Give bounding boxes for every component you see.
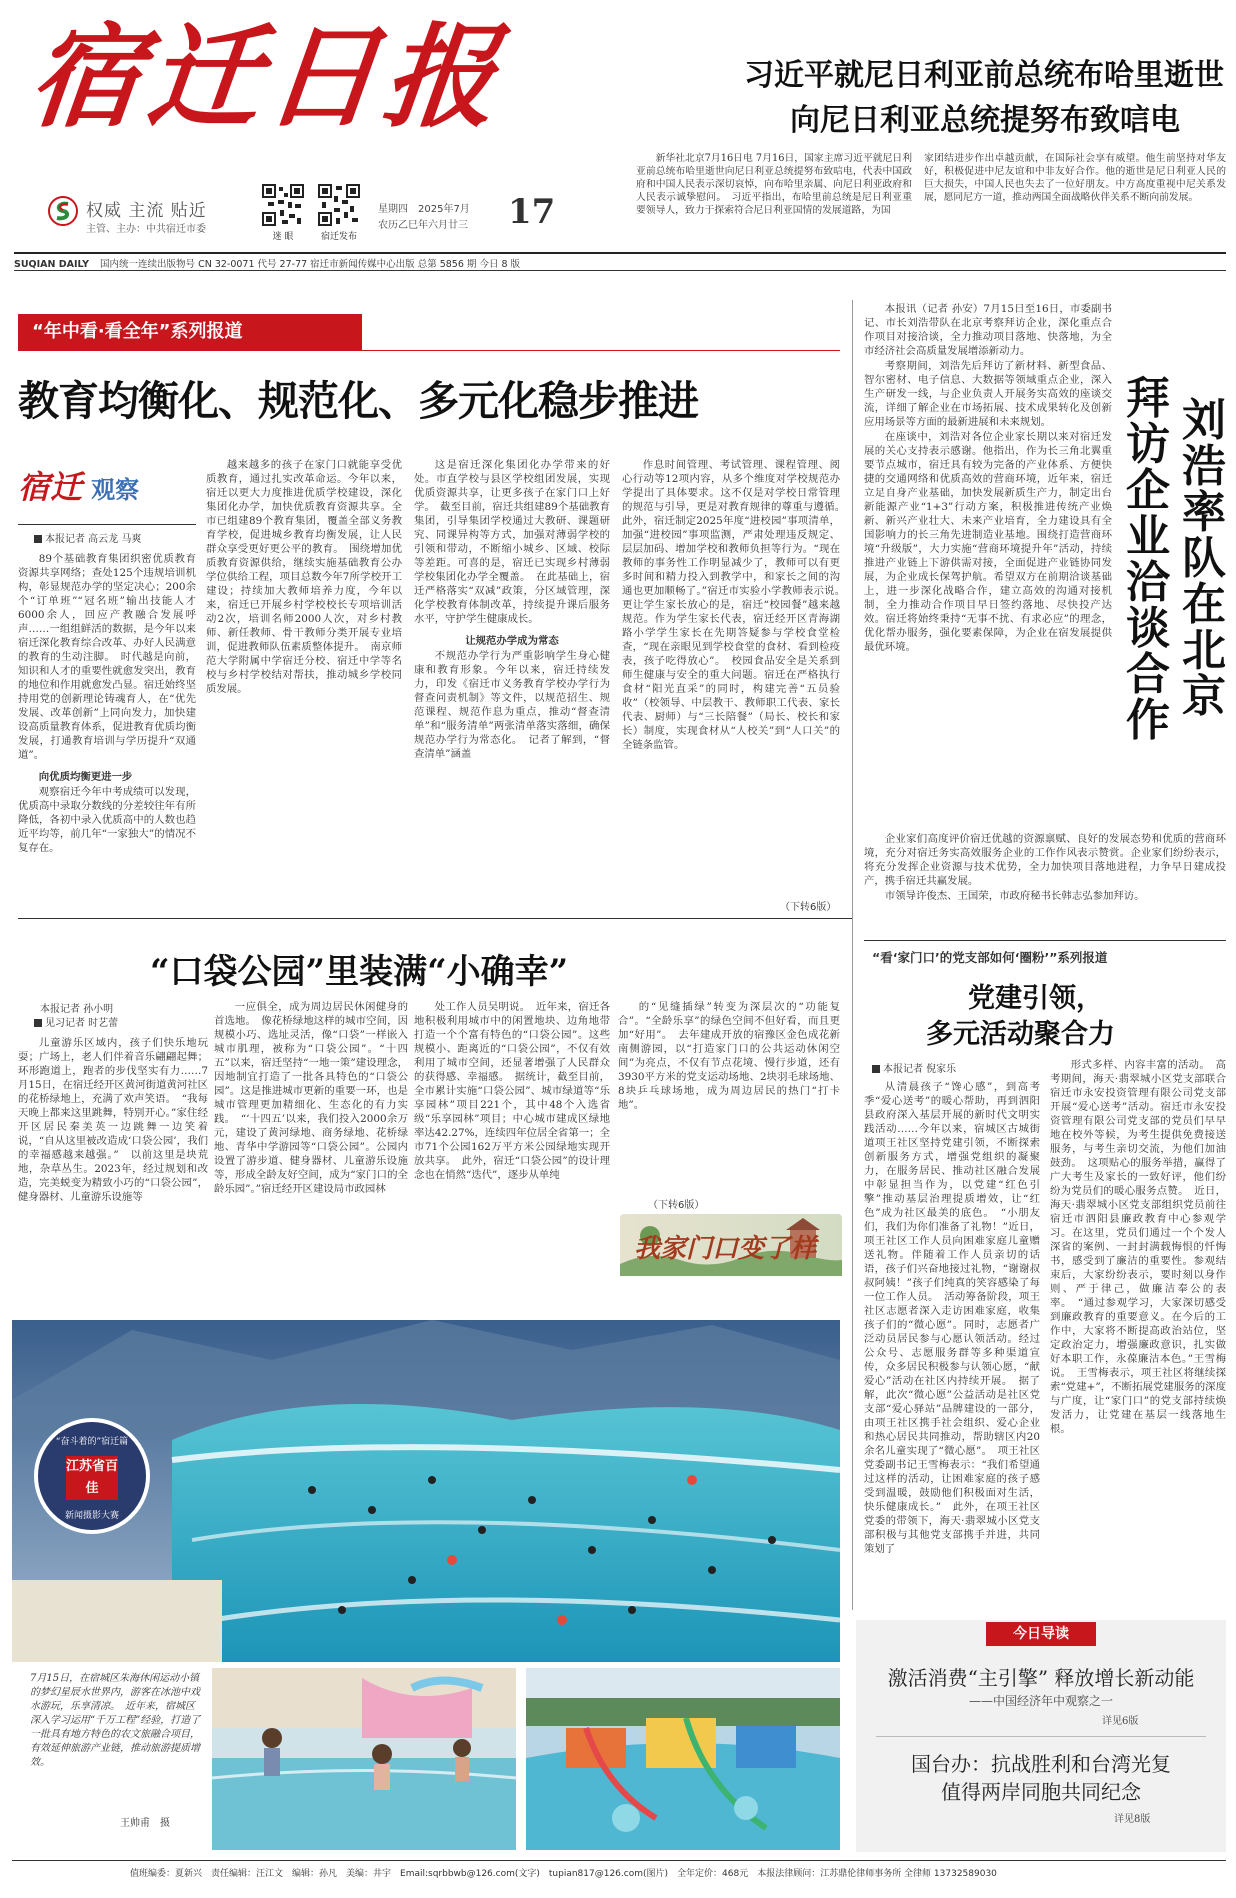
edu-byline-text: 本报记者 高云龙 马爽 (45, 534, 142, 545)
qr-code-1 (262, 184, 304, 226)
edu-col-3 (414, 458, 610, 900)
byline-mark-icon (34, 535, 42, 543)
edu-col-1-para-b: 观察宿迁今年中考成绩可以发现，优质高中录取分数线的分差较往年有所降低，各初中录入优质高中的人数也趋近平均等，前几年“一家独大”的情况不复存在。 (18, 786, 196, 854)
qr-icon (262, 184, 304, 226)
today-guide (856, 1620, 1226, 1852)
visit-para-3: 在座谈中，刘浩对各位企业家长期以来对宿迁发展的关心支持表示感谢。他指出，作为长三角北翼重要节点城市，宿迁具有较为完备的产业体系、方便快捷的交通网络和优质高效的营商环境，近年来，宿迁立足自身产业基础，加快发展新质生产力，制定出台新能源产业“1+3”行动方案，积极推进传统产业焕新、新兴产业壮大、未来产业培育，全力建设具有全国影响力的长三角先进制造业基地。围绕打造营商环境“升级版”，大力实施“营商环境提升年”活动，持续推进产业链上下游供需对接，全面促进产业链协同发展，为企业成长保驾护航。希望双方在前期洽谈基础上，进一步深化战略合作，建立高效的沟通对接机制，全力推动合作项目早日签约落地、尽快投产达效。宿迁将始终秉持“无事不扰、有求必应”的理念，优化帮办服务，强化要素保障，为企业在宿发展提供最优环境。 (864, 431, 1112, 653)
park-col-2-para: 一应俱全，成为周边居民休闲健身的首选地。 像花桥绿地这样的城市空间，因规模小巧、选址灵活，像“口袋”一样嵌入城市肌理，被称为“口袋公园”。“十四五”以来，宿迁坚持“一地一策”建设理念，因地制宜打造了一批各具特色的“口袋公园”。这是推进城市更新的重要一环，也是城市管理更加精细化、生态化的有力实践。 “‘十四五’以来，我们投入2000余万元，建设了黄河绿地、商务绿地、花桥绿地、青华中学游园等“口袋公园”。公园内设置了游步道、健身器材、儿童游乐设施等，形成全龄友好空间，成为“家门口的全龄乐园”。”宿迁经开区建设局市政园林 (214, 1001, 408, 1195)
visit-para-5: 市领导许俊杰、王国荣，市政府秘书长韩志弘参加拜访。 (884, 890, 1145, 902)
party-headline-1: 党建引领， (968, 983, 1103, 1014)
edu-col-3-subhead: 让规范办学成为常态 (465, 635, 559, 647)
park-logo-text: 我家门口变了样 (634, 1234, 817, 1264)
edu-col-1 (18, 552, 196, 902)
badge-bottom-text: 新闻摄影大赛 (64, 1511, 119, 1521)
edu-logo-sub: 观察 (91, 475, 140, 504)
badge-top-text: “奋斗着的”宿迁篇 (55, 1437, 129, 1447)
party-col-2-para: 形式多样、内容丰富的活动。 高考期间，海天·翡翠城小区党支部联合宿迁市永安投资管理有限公司党支部开展“爱心送考”活动。宿迁市永安投资管理有限公司党支部的党员们早早地在校外等候，为考生提供免费接送服务，与考生亲切交流，为他们加油鼓劲。 这项贴心的服务举措，赢得了广大考生及家长的一致好评，他们纷纷为党员们的暖心服务点赞。 近日，海天·翡翠城小区党支部组织党员前往宿迁市泗阳县廉政教育中心参观学习。在这里，党员们通过一个个发人深省的案例、一封封满载悔恨的忏悔书，感受到了廉洁的重要性。参观结束后，大家纷纷表示，要时刻以身作则、严于律己，做廉洁奉公的表率。 “通过参观学习，大家深切感受到廉政教育的重要意义。在今后的工作中，大家将不断提高政治站位，坚定政治定力，增强廉政意识，扎实做好本职工作，永葆廉洁本色。”王雪梅说。 王雪梅表示，项王社区将继续探索“党建+”，不断拓展党建服务的深度与广度，让“家门口”的党支部持续焕发活力，让党建在基层一线落地生根。 (1050, 1059, 1226, 1435)
logo-rule (18, 524, 196, 525)
photo-children-playing (212, 1668, 516, 1850)
park-col-1-para: 儿童游乐区域内，孩子们快乐地玩耍；广场上，老人们伴着音乐翩翩起舞；环形跑道上，跑者的步伐坚实有力……7月15日，在宿迁经开区黄河街道黄河社区的花桥绿地上，充满了欢声笑语。 “我每天晚上都来这里跳舞，特别开心。”家住经开区居民秦美英一边跳舞一边笑着说，“自从这里被改造成‘口袋公园’，我们的幸福感越来越强。” 以前这里是块荒地，杂草丛生。2023年，经过规划和改造，完美蜕变为精致小巧的“口袋公园”，健身器材、儿童游乐设施等 (18, 1037, 208, 1203)
series-banner-text: “年中看·看全年”系列报道 (32, 321, 243, 342)
section-rule (18, 918, 852, 919)
lead-headline-2: 向尼日利亚总统提努布致唁电 (790, 103, 1180, 138)
visit-para-2: 考察期间，刘浩先后拜访了新材料、新型食品、智尔密材、电子信息、大数据等领域重点企业，深入生产研发一线，与企业负责人开展务实高效的座谈交流，详细了解企业在市场拓展、技术成果转化及创新应用场景等方面的最新进展和未来规划。 (864, 360, 1112, 428)
guide-divider (876, 1736, 1206, 1737)
party-series: “看‘家门口’的党支部如何‘圈粉’”系列报道 (872, 950, 1108, 965)
edu-col-4-para: 作息时间管理、考试管理、课程管理、阅心行动等12项内容，从多个维度对学校规范办学提出了具体要求。这不仅是对学校日常管理的规范与引导，更是对教育规律的尊重与遵循。 此外，宿迁制定2025年度“进校园”事项清单，加强“进校园”事项监测，严肃处理违反规定、层层加码、增加学校和教师负担等行为。“现在教师的事务性工作明显减少了，教师可以有更多时间和精力投入到教学中，和家长之间的沟通也更加顺畅了。”宿迁市实验小学教师表示说。 更让学生家长放心的是，宿迁“校园餐”越来越规范。作为学生家长代表，宿迁经开区青海湖路小学学生家长在先期答疑参与学校食堂检查，“现在亲眼见到学校食堂的食材、看到检疫表，孩子吃得放心”。 校园食品安全是关系到师生健康与安全的重大问题。宿迁在严格执行食材“阳光直采”的同时，构建完善“五员验收”（校领导、中层教干、教师职工代表、家长代表、厨师）与“三长陪餐”（局长、校长和家长）制度，实现食材从“人校关”到“人口关”的全链条监管。 (622, 459, 851, 751)
park-col-3 (414, 1000, 610, 1298)
byline-mark-icon (872, 1065, 880, 1073)
guide-item-2-title-2: 值得两岸同胞共同纪念 (941, 1780, 1141, 1804)
visit-headline-line-2: 拜访企业洽谈合作 (1126, 373, 1170, 746)
guide-item-1-sub: ——中国经济年中观察之一 (968, 1694, 1113, 1708)
guide-item-2-title-1-text: 国台办：抗战胜利和台湾光复 (911, 1752, 1171, 1776)
party-byline (872, 1060, 956, 1075)
photo-credit: 王帅甫 摄 (120, 1818, 170, 1829)
qr-label-2: 宿迁发布 (320, 232, 357, 242)
column-divider (852, 300, 853, 1610)
park-col-1 (18, 1036, 208, 1298)
visit-para-1: 本报讯（记者 孙安）7月15日至16日，市委副书记、市长刘浩带队在北京考察拜访企业，深化重点合作项目对接洽谈，全力推动项目落地、快落地，为全市经济社会高质量发展增添新动力。 (864, 303, 1112, 357)
visit-para-4: 企业家们高度评价宿迁优越的资源禀赋、良好的发展态势和优质的营商环境，充分对宿迁务实高效服务企业的工作作风表示赞赏。企业家们纷纷表示，将充分发挥企业资源与技术优势，全力加快项目落地进程，力争早日建成投产，携手宿迁共赢发展。 (864, 833, 1226, 887)
visit-body (864, 302, 1112, 832)
byline-mark-icon (34, 1019, 42, 1027)
qr-label-1: 迷 眼 (272, 232, 294, 242)
photo-caption (30, 1672, 204, 1804)
park-col-2 (214, 1000, 408, 1298)
edu-col-3-para-b: 不规范办学行为严重影响学生身心健康和教育形象。今年以来，宿迁持续发力，印发《宿迁市义务教育学校办学行为督查问责机制》等文件，以规范招生、规范课程、规范作息为重点，推动“督查清单”和“服务清单”两张清单落实落细，确保规范办学行为常态化。 记者了解到，“督查清单”涵盖 (414, 650, 610, 760)
children-playing-illustration (212, 1668, 516, 1850)
masthead-rule (14, 252, 1226, 254)
pub-rule (14, 270, 1226, 271)
guide-item-2-title-1[interactable] (856, 1748, 1226, 1777)
edu-byline (34, 530, 141, 545)
edu-headline: 教育均衡化、规范化、多元化稳步推进 (18, 377, 698, 425)
guide-item-2-page-text: 详见8版 (1114, 1814, 1151, 1825)
party-col-1 (864, 1080, 1040, 1606)
lead-body-left: 新华社北京7月16日电 7月16日，国家主席习近平就尼日利亚前总统布哈里逝世向尼日利亚总统提努布致唁电，代表中国政府和中国人民表示深切哀悼，向布哈里亲属、向尼日利亚政府和人民表示诚挚慰问。 习近平指出，布哈里前总统是尼日利亚重要领导人，致力于探索符合尼日利亚国情的发展道路，为国 (636, 153, 912, 216)
paper-title: 宿迁日报 (23, 12, 509, 143)
day-number: 17 (508, 192, 556, 232)
edu-col-3-para: 这是宿迁深化集团化办学带来的好处。市直学校与县区学校组团发展，实现优质资源共享，让更多孩子在家门口上好学。 截至目前，宿迁共组建89个基础教育集团，引导集团学校通过大教研、课题研究、同课异构等方式，加强对薄弱学校的引领和带动，不断缩小城乡、区域、校际等差距。可喜的是，宿迁已实现乡村薄弱学校集团化办学全覆盖。 在此基础上，宿迁严格落实“双减”政策，分区域管理，深化学校教育体制改革，持续提升课后服务水平，守护学生健康成长。 (414, 459, 610, 625)
edu-logo (18, 462, 178, 512)
guide-header-text: 今日导读 (1013, 1626, 1069, 1642)
guide-item-2-page[interactable] (1114, 1810, 1150, 1825)
guide-item-1-page[interactable] (1102, 1712, 1138, 1727)
edu-col-2 (206, 458, 402, 900)
qr-icon (318, 184, 360, 226)
visit-body-bottom (864, 832, 1226, 932)
guide-item-1-title-text: 激活消费“主引擎” 释放增长新动能 (887, 1666, 1195, 1690)
banner-rule (18, 350, 840, 351)
water-park-aerial-illustration (526, 1668, 840, 1850)
park-headline: “口袋公园”里装满“小确幸” (150, 952, 569, 992)
photo-contest-badge (34, 1418, 150, 1534)
guide-item-1-title[interactable] (856, 1662, 1226, 1691)
pub-line (14, 256, 1226, 270)
party-col-2 (1050, 1058, 1226, 1608)
edu-col-4 (622, 458, 851, 900)
edu-continued: （下转6版） (780, 902, 837, 913)
party-rule (864, 940, 1226, 941)
park-col-4-para: 的“见缝插绿”转变为深层次的“功能复合”。“全龄乐享”的绿色空间不但好看，而且更加“好用”。 去年建成开放的宿豫区金色成花新南侧游园，以“打造家门口的公共运动休闲空间”为亮点，不仅有节点花境、慢行步道，还有3930平方米的党支运动场地、2块羽毛球场地、8块乒乓球场地，成为周边居民的热门“打卡地”。 (618, 1001, 840, 1111)
visit-headline (1114, 373, 1228, 778)
party-byline-text: 本报记者 倪家乐 (883, 1064, 957, 1075)
guide-header (986, 1622, 1096, 1646)
visit-headline-line-1: 刘浩率队在北京 (1182, 395, 1226, 722)
park-byline-1 (40, 1000, 113, 1015)
photo-caption-text: 7月15日，在宿城区朱海休闲运动小镇的梦幻星辰水世界内，游客在冰池中戏水游玩，乐享清凉。 近年来，宿城区深入学习运用“千万工程”经验，打造了一批具有地方特色的农文旅融合项目，有效延伸旅游产业链，推动旅游提质增效。 (30, 1673, 201, 1768)
edu-col-2-para: 越来越多的孩子在家门口就能享受优质教育，通过扎实改革命运。今年以来，宿迁以更大力度推进优质学校建设，深化集团化办学，加快优质教育资源共享。全市已组建89个教育集团，覆盖全部义务教育学校，促进城乡教育均衡发展，让人民群众享受更好更公平的教育。 围绕增加优质教育资源供给，继续实施基础教育公办学位供给工程，项目总数今年7所学校开工建设；持续加大教师培养力度，今年以来，宿迁已开展乡村学校校长专项培训活动2次，培训名师2000人次，对乡村教师、新任教师、骨干教师分类开展专业培训，促进教师队伍素质整体提升。 南京师范大学附属中学宿迁分校、宿迁中学等名校与乡村学校结对帮扶，推动城乡学校同质发展。 (206, 459, 402, 695)
slogan: 权威 主流 贴近 (86, 201, 207, 221)
park-col-4 (618, 1000, 840, 1192)
english-name: SUQIAN DAILY (14, 259, 90, 270)
park-logo (620, 1214, 842, 1276)
series-banner (18, 314, 362, 350)
lead-body-right: 家团结进步作出卓越贡献，在国际社会享有威望。他生前坚持对华友好，积极促进中尼友谊和中非友好合作。他的逝世是尼日利亚人民的巨大损失，中国人民也失去了一位好朋友。中方高度重视中尼关系发展，愿同尼方一道，推动两国全面战略伙伴关系不断向前发展。 (924, 153, 1226, 203)
masthead (0, 0, 1236, 270)
s-logo-icon (48, 196, 78, 226)
qr-code-2 (318, 184, 360, 226)
slogan-logo (48, 196, 78, 226)
edu-col-1-para: 89个基础教育集团织密优质教育资源共享网络；查处125个违规培训机构，彰显规范办学的坚定决心；200余个“订单班”“冠名班”输出技能人才6000余人，回应产教融合发展呼声……一组组鲜活的数据，是今年以来宿迁深化教育综合改革、办好人民满意的教育的生动注脚。 时代越是向前，知识和人才的重要性就愈发突出，教育的地位和作用就愈发凸显。宿迁始终坚持用党的创新理论铸魂育人，在“优先发展、改革创新”上同向发力，加快建设高质量教育体系，促进教育优质均衡发展，打通教育培训与学历提升“双通道”。 (18, 553, 196, 761)
guide-item-1-page-text: 详见6版 (1102, 1716, 1139, 1727)
park-byline-1-text: 本报记者 孙小明 (40, 1004, 114, 1015)
sponsor: 主管、主办：中共宿迁市委 (86, 224, 206, 235)
party-headline-2: 多元活动聚合力 (926, 1019, 1115, 1050)
date-line-2: 农历乙巳年六月廿三 (378, 220, 468, 231)
party-col-1-para: 从清晨孩子“馋心感”，到高考季“爱心送考”的暖心帮助，再到泗阳县政府深入基层开展的新时代文明实践活动……今年以来，宿城区古城街道项王社区坚持党建引领，不断探索创新服务方式，增强党组织的凝聚力，在服务居民、推动社区融合发展中彰显担当作为，以党建“红色引擎”推动基层治理提质增效，让“红色”成为社区最美的底色。 “小朋友们，我们为你们准备了礼物！”近日，项王社区工作人员向困难家庭儿童赠送礼物。伴随着工作人员亲切的话语，孩子们兴奋地接过礼物，“谢谢叔叔阿姨！”孩子们纯真的笑容感染了每一位工作人员。 活动筹备阶段，项王社区志愿者深入走访困难家庭，收集孩子们的“微心愿”。同时，志愿者广泛动员居民参与心愿认领活动。经过公众号、志愿服务群等多种渠道宣传，众多居民积极参与认领心愿，“献爱心”活动在社区内持续开展。 据了解，此次“微心愿”公益活动是社区党支部“爱心驿站”品牌建设的一部分，由项王社区携手社会组织、爱心企业和热心居民共同推动，帮助辖区内20余名儿童实现了“微心愿”。 项王社区党委副书记王雪梅表示：“我们希望通过这样的活动，让困难家庭的孩子感受到温暖，鼓励他们积极面对生活，快乐健康成长。” 此外，在项王社区党委的带领下，海天·翡翠城小区党支部积极与其他党支部携手并进，共同策划了 (864, 1081, 1040, 1555)
park-col-3-para: 处工作人员吴明说。 近年来，宿迁各地积极利用城市中的闲置地块、边角地带打造一个个富有特色的“口袋公园”。这些规模小、距离近的“口袋公园”，不仅有效利用了城市空间，还显著增强了人民群众的获得感、幸福感。 据统计，截至目前，全市累计实施“口袋公园”、城市绿道等“乐享园林”项目221个，其中48个入选省级“乐享园林”项目；中心城市建成区绿地率达42.27%，连续四年位居全省第一；全市71个公园162万平方米公园绿地实现开放共享。 此外，宿迁“口袋公园”的设计理念也在悄然“迭代”，逐步从单纯 (414, 1001, 610, 1181)
pub-info: 国内统一连续出版物号 CN 32-0071 代号 27-77 宿迁市新闻传媒中心出版 总第 5856 期 今日 8 版 (100, 259, 521, 270)
footer-rule (12, 1860, 1226, 1861)
park-byline-2-text: 见习记者 时艺蕾 (45, 1018, 119, 1029)
edu-col-1-subhead: 向优质均衡更进一步 (38, 771, 133, 783)
park-byline-2 (34, 1014, 118, 1029)
footer-credits: 值班编委：夏新兴 责任编辑：汪江文 编辑：孙凡 美编：井宇 Email:sqrbbwb@126.com(文字) tupian817@126.com(图片) 全年定价：468元 本报法律顾问：江苏鼎伦律师事务所 全律师 13732589030 (130, 1869, 997, 1879)
park-continued: （下转6版） (648, 1200, 705, 1211)
photo-water-park-aerial (526, 1668, 840, 1850)
edu-logo-text: 宿迁 (18, 468, 83, 506)
lead-headline-1: 习近平就尼日利亚前总统布哈里逝世 (744, 58, 1224, 93)
date-line-1: 星期四 2025年7月 (378, 204, 470, 215)
badge-mid-text: 江苏省百佳 (66, 1456, 118, 1500)
